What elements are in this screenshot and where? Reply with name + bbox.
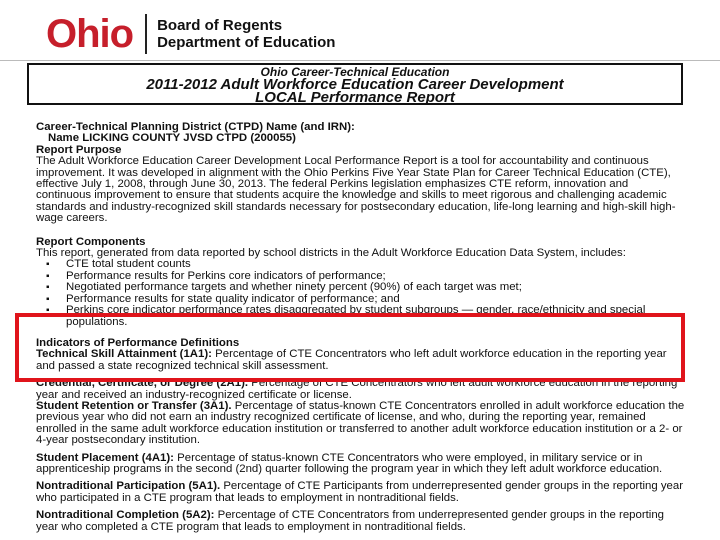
district-name: Name LICKING COUNTY JVSD CTPD (200055): [48, 132, 296, 145]
indicator-4a1: [36, 453, 686, 476]
indicator-term: Credential, Certificate, or Degree (2A1).: [36, 377, 249, 390]
indicator-5a1: [36, 481, 686, 504]
indicator-text: Percentage of CTE Concentrators who left adult workforce education in the reporting year and received an industry-recognized certificate or license.: [36, 377, 678, 401]
report-title-box: [27, 63, 683, 105]
components-heading: Report Components: [36, 235, 146, 248]
indicator-2a1: [36, 378, 686, 401]
report-body: [36, 122, 686, 533]
indicator-term: Nontraditional Completion (5A2):: [36, 509, 215, 522]
title-line-2: 2011-2012 Adult Workforce Education Career Development: [146, 76, 564, 93]
components-list: [36, 259, 686, 327]
indicator-term: Student Placement (4A1):: [36, 451, 174, 464]
indicator-5a2: [36, 510, 686, 533]
header-brand: [46, 12, 335, 56]
org-line-1: Board of Regents: [157, 17, 283, 34]
indicator-text: Percentage of CTE Concentrators who left adult workforce education in the reporting year and passed a state recognized technical skill assessment.: [36, 348, 667, 372]
title-line-1: Ohio Career-Technical Education: [260, 65, 450, 79]
purpose-body: The Adult Workforce Education Career Development Local Performance Report is a tool for accountability and continuous improvement. It was developed in alignment with the Ohio Perkins Five Year State Plan for Career Technical Education (CTE), effective July 1, 2008, through June 30, 2013. The federal Perkins legislation emphasizes CTE reform, innovation and continuous improvement to ensure that students acquire the knowledge and skills to meet rigorous and challenging academic standards and industry-recognized skill standards necessary for postsecondary education, life-long learning and high-skill high-wage careers.: [36, 155, 676, 225]
list-item: ▪ Performance results for state quality indicator of performance; and: [66, 294, 686, 305]
indicator-term: Nontraditional Participation (5A1).: [36, 480, 221, 493]
header-rule: [0, 60, 720, 61]
indicators-heading: Indicators of Performance Definitions: [36, 336, 240, 349]
list-item: ▪ Negotiated performance targets and whether ninety percent (90%) of each target was met;: [66, 282, 686, 293]
title-line-3: LOCAL Performance Report: [255, 89, 455, 106]
indicator-1a1: [36, 349, 686, 372]
indicator-term: Technical Skill Attainment (1A1):: [36, 348, 212, 361]
district-heading: Career-Technical Planning District (CTPD) Name (and IRN):: [36, 121, 355, 133]
indicator-term: Student Retention or Transfer (3A1).: [36, 399, 232, 412]
indicator-text: Percentage of CTE Participants from underrepresented gender groups in the reporting year who participated in a CTE program that leads to employment in nontraditional fields.: [36, 480, 684, 504]
indicator-text: Percentage of status-known CTE Concentrators who were employed, in military service or in apprenticeship programs in the second (2nd) quarter following the program year in which they left adult workforce education.: [36, 451, 663, 475]
org-line-2: Department of Education: [157, 34, 336, 51]
indicator-text: Percentage of status-known CTE Concentrators enrolled in adult workforce education the previous year who did not earn an industry recognized certificate of license, and who, during the reporting year, remained enrolled in the same adult workforce education institution or transferred to another adult workforce education institution or a 2- or 4-year postsecondary institution.: [36, 399, 685, 447]
list-item: ▪ CTE total student counts: [66, 259, 686, 270]
ohio-logo: Ohio: [46, 12, 134, 56]
components-intro: This report, generated from data reported by school districts in the Adult Workforce Education Data System, includes:: [36, 247, 626, 260]
indicator-text: Percentage of CTE Concentrators from underrepresented gender groups in the reporting year who completed a CTE program that leads to employment in nontraditional fields.: [36, 509, 665, 533]
list-item: ▪ Perkins core indicator performance rates disaggregated by student subgroups — gender, race/ethnicity and special populations.: [66, 305, 686, 328]
purpose-heading: Report Purpose: [36, 143, 122, 156]
header-divider: [145, 14, 147, 54]
indicator-3a1: [36, 401, 686, 447]
org-name: [157, 17, 335, 51]
list-item: ▪ Performance results for Perkins core indicators of performance;: [66, 271, 686, 282]
